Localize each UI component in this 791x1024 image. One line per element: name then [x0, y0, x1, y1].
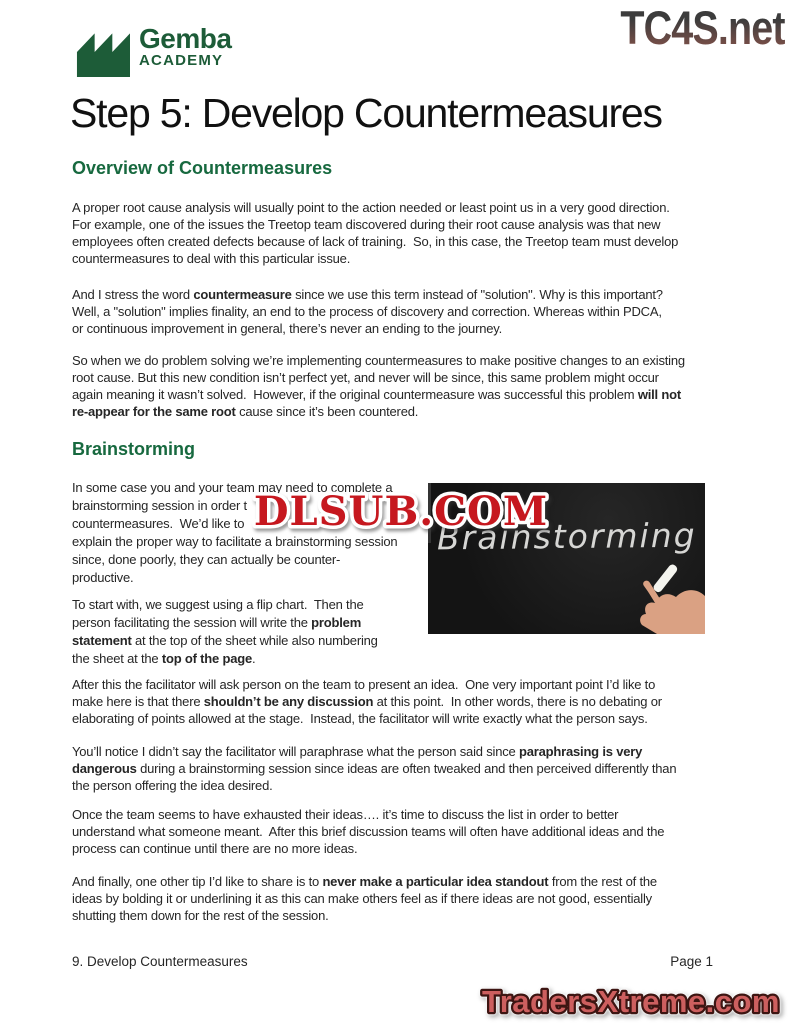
chalkboard-text: Brainstorming [436, 515, 697, 558]
logo-name: Gemba [139, 23, 232, 54]
watermark-tc4s: TC4S.net [620, 1, 785, 54]
paragraph-discussion: Once the team seems to have exhausted their ideas…. it’s time to discuss the list in order to better understand what someone meant. After this brief discussion teams will often have additional ideas and the process can continue until there are no more ideas. [72, 807, 665, 856]
footer-section-title: 9. Develop Countermeasures [72, 954, 248, 969]
paragraph-overview-3: So when we do problem solving we’re implementing countermeasures to make positive changes to an existing root cause. But this new condition isn’t perfect yet, and never will be since, this same problem might occur again meaning it wasn’t solved. However, if the original countermeasure was successful this problem will not re-appear for the same root cause since it’s been countered. [72, 353, 685, 419]
watermark-tradersxtreme [472, 980, 790, 1024]
watermark-tradersxtreme-text: TradersXtreme.com [482, 984, 780, 1019]
watermark-dlsub-text: DLSUB.COM [253, 488, 549, 535]
heading-brainstorming: Brainstorming [72, 439, 196, 459]
paragraph-brainstorming-1: In some case you and your team may need to complete a brainstorming session in order t countermeasures. We’d like to explain the proper way to facilitate a brainstorming session since, done poorly, they can actually be counter- productive. [72, 480, 398, 585]
paragraph-overview-1: A proper root cause analysis will usually point to the action needed or least point us in a very good direction. For example, one of the issues the Treetop team discovered during their root cause analysis was that new employees often created defects because of lack of training. So, in this case, the Treetop team must develop countermeasures to deal with this particular issue. [72, 200, 679, 266]
paragraph-final-tip: And finally, one other tip I’d like to share is to never make a particular idea standout from the rest of the ideas by bolding it or underlining it as this can make others feel as if there ideas are not good, essentially shutting them down for the rest of the session. [72, 874, 657, 923]
logo-text [139, 25, 231, 69]
paragraph-paraphrasing: You’ll notice I didn’t say the facilitator will paraphrase what the person said since paraphrasing is very dangerous during a brainstorming session since ideas are often tweaked and then perceived differently than the person offering the idea desired. [72, 744, 677, 793]
watermark-dlsub [250, 482, 552, 540]
footer-page-number: Page 1 [670, 954, 713, 969]
page-footer [72, 954, 713, 969]
paragraph-facilitator: After this the facilitator will ask person on the team to present an idea. One very important point I’d like to make here is that there shouldn’t be any discussion at this point. In other words, there is no debating or elaborating of points allowed at the stage. Instead, the facilitator will write exactly what the person says. [72, 677, 662, 726]
page-title: Step 5: Develop Countermeasures [70, 90, 662, 136]
heading-overview: Overview of Countermeasures [72, 158, 333, 178]
paragraph-brainstorming-2: To start with, we suggest using a flip chart. Then the person facilitating the session will write the problem statement at the top of the sheet while also numbering the sheet at the top of the page. [72, 597, 378, 666]
gemba-academy-logo [75, 25, 231, 77]
paragraph-overview-2: And I stress the word countermeasure since we use this term instead of "solution". Why is this important? Well, a "solution" implies finality, an end to the process of discovery and correction. Whereas within PDCA, or continuous improvement in general, there’s never an ending to the journey. [72, 287, 663, 336]
logo-subname: ACADEMY [139, 52, 224, 69]
factory-icon [75, 25, 133, 77]
hand-with-chalk-icon [607, 560, 705, 634]
